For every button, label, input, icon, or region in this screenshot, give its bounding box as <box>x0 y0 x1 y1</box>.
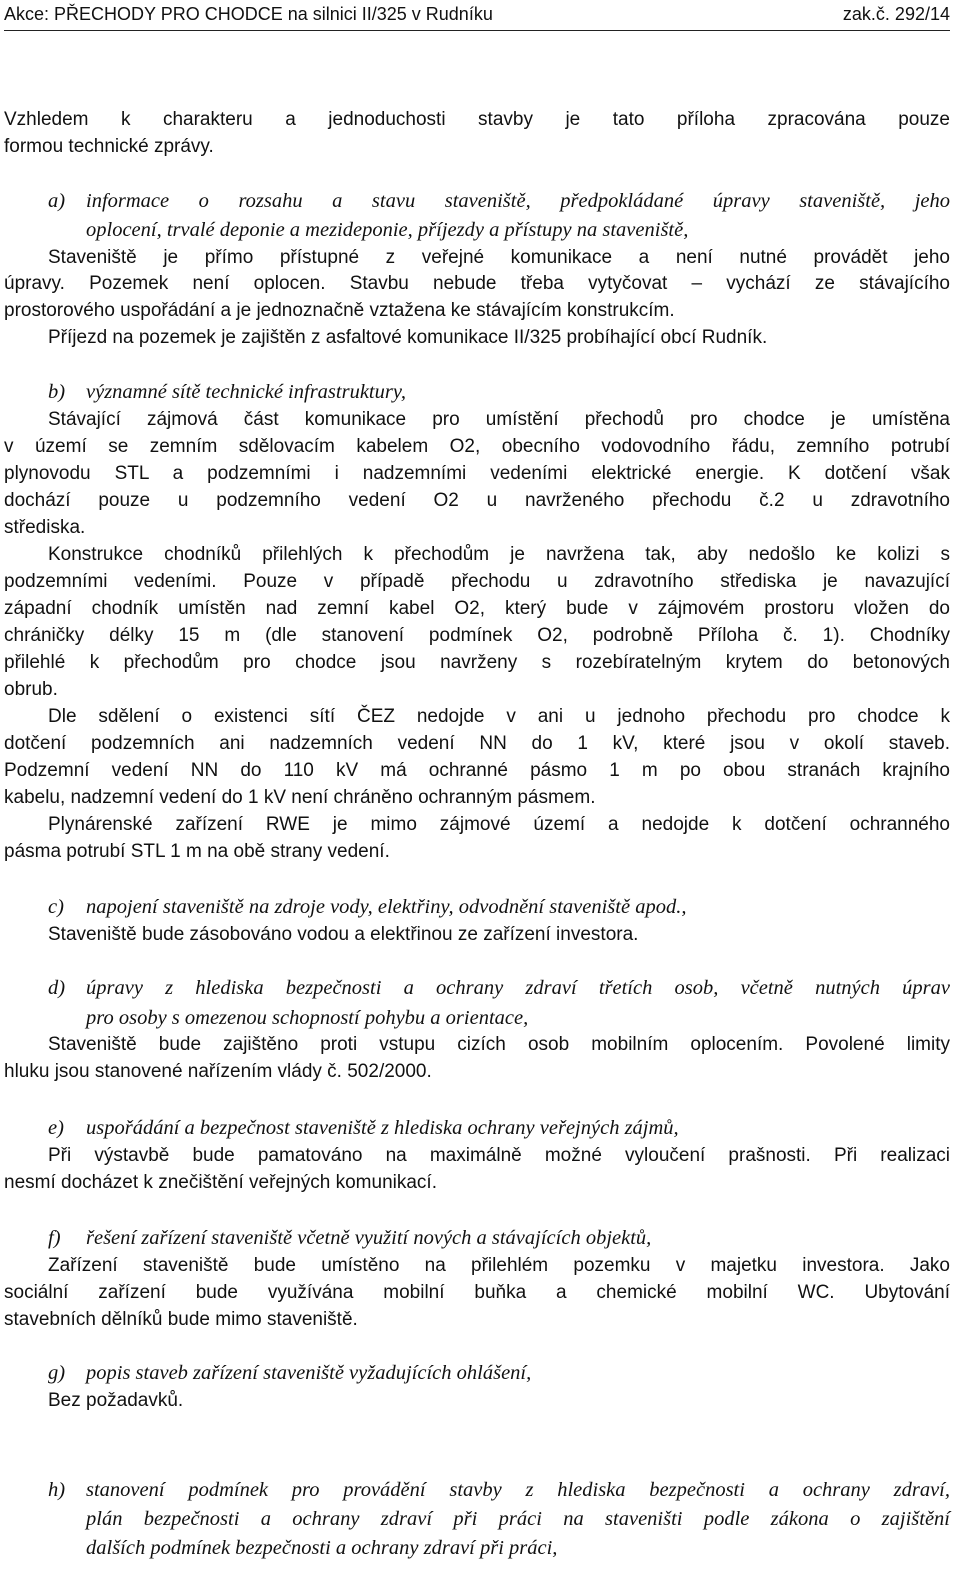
section-f-body-line: stavebních dělníků bude mimo staveniště. <box>4 1309 358 1330</box>
section-b-body-line: pásma potrubí STL 1 m na obě strany vedení. <box>4 841 390 862</box>
section-b-body-line: Konstrukce chodníků přilehlých k přechodům je navržena tak, aby nedošlo ke kolizi s <box>48 544 950 565</box>
section-d-body-line: Staveniště bude zajištěno proti vstupu cizích osob mobilním oplocením. Povolené limity <box>48 1034 950 1055</box>
header-project-title: Akce: PŘECHODY PRO CHODCE na silnici II/325 v Rudníku <box>4 4 493 24</box>
section-d-heading-line: úpravy z hlediska bezpečnosti a ochrany zdraví třetích osob, včetně nutných úprav <box>86 977 950 999</box>
section-e-heading-line: uspořádání a bezpečnost staveniště z hlediska ochrany veřejných zájmů, <box>86 1117 679 1139</box>
intro-line-2: formou technické zprávy. <box>4 136 214 157</box>
section-h-heading-cont <box>48 1505 950 1534</box>
section-a-heading-line: oplocení, trvalé deponie a mezideponie, příjezdy a přístupy na staveniště, <box>86 219 689 241</box>
section-b-body-line: podzemními vedeními. Pouze v případě přechodu u zdravotního střediska je navazující <box>4 571 950 592</box>
section-b-body-line: obrub. <box>4 679 58 700</box>
section-b-body-line: dochází pouze u podzemního vedení O2 u navrženého přechodu č.2 u zdravotního <box>4 490 950 511</box>
section-h-label: h) <box>48 1479 66 1501</box>
section-e-heading <box>48 1114 950 1143</box>
section-f-heading <box>48 1224 950 1253</box>
section-d-heading-cont <box>48 1004 950 1033</box>
section-g-label: g) <box>48 1362 66 1384</box>
section-a-body-line: úpravy. Pozemek není oplocen. Stavbu nebude třeba vytyčovat – vychází ze stávajícího <box>4 273 950 294</box>
section-e-body-line: Při výstavbě bude pamatováno na maximálně možné vyloučení prašnosti. Při realizaci <box>48 1145 950 1166</box>
section-b-body-line: dotčení podzemních ani nadzemních vedení NN do 1 kV, které jsou v okolí staveb. <box>4 733 950 754</box>
section-f-heading-line: řešení zařízení staveniště včetně využití nových a stávajících objektů, <box>86 1227 652 1249</box>
section-e-body-line: nesmí docházet k znečištění veřejných komunikací. <box>4 1172 437 1193</box>
section-b-body-line: kabelu, nadzemní vedení do 1 kV není chráněno ochranným pásmem. <box>4 787 596 808</box>
section-h-heading-line: dalších podmínek bezpečnosti a ochrany zdraví při práci, <box>86 1537 558 1559</box>
section-a-heading <box>48 187 950 216</box>
section-b-body-line: přilehlé k přechodům pro chodce jsou navrženy s rozebíratelným krytem do betonových <box>4 652 950 673</box>
section-g-heading-line: popis staveb zařízení staveniště vyžadujících ohlášení, <box>86 1362 532 1384</box>
section-f-body-line: sociální zařízení bude využívána mobilní buňka a chemické mobilní WC. Ubytování <box>4 1282 950 1303</box>
section-g-body-line: Bez požadavků. <box>48 1390 184 1411</box>
section-d-body-line: hluku jsou stanovené nařízením vlády č. 502/2000. <box>4 1061 432 1082</box>
section-a-label: a) <box>48 190 66 212</box>
section-d-label: d) <box>48 977 66 999</box>
section-b-body-line: chráničky délky 15 m (dle stanovení podmínek O2, podrobně Příloha č. 1). Chodníky <box>4 625 950 646</box>
section-c-heading-line: napojení staveniště na zdroje vody, elektřiny, odvodnění staveniště apod., <box>86 896 687 918</box>
section-b-body-line: západní chodník umístěn nad zemní kabel O2, který bude v zájmovém prostoru vložen do <box>4 598 950 619</box>
section-d-heading <box>48 974 950 1003</box>
section-b-heading-line: významné sítě technické infrastruktury, <box>86 381 406 403</box>
section-f-label: f) <box>48 1227 61 1249</box>
section-b-body-line: střediska. <box>4 517 86 538</box>
section-c-heading <box>48 893 950 922</box>
section-b-body-line: Stávající zájmová část komunikace pro umístění přechodů pro chodce je umístěna <box>48 409 950 430</box>
section-a-body-line: Příjezd na pozemek je zajištěn z asfaltové komunikace II/325 probíhající obcí Rudník. <box>48 327 768 348</box>
section-a-body-line: prostorového uspořádání a je jednoznačně vztažena ke stávajícím konstrukcím. <box>4 300 675 321</box>
section-g-heading <box>48 1359 950 1388</box>
section-b-body-line: Plynárenské zařízení RWE je mimo zájmové území a nedojde k dotčení ochranného <box>48 814 950 835</box>
section-b-heading <box>48 378 950 407</box>
section-d-heading-line: pro osoby s omezenou schopností pohybu a orientace, <box>86 1007 529 1029</box>
section-a-heading-line: informace o rozsahu a stavu staveniště, předpokládané úpravy staveniště, jeho <box>86 190 950 212</box>
page-header <box>4 0 950 31</box>
section-a-body-line: Staveniště je přímo přístupné z veřejné komunikace a není nutné provádět jeho <box>48 247 950 268</box>
section-f-body-line: Zařízení staveniště bude umístěno na přilehlém pozemku v majetku investora. Jako <box>48 1255 950 1276</box>
section-h-heading-cont <box>48 1534 950 1563</box>
section-b-body-line: plynovodu STL a podzemními i nadzemními vedeními elektrické energie. K dotčení však <box>4 463 950 484</box>
section-c-label: c) <box>48 896 64 918</box>
section-e-label: e) <box>48 1117 64 1139</box>
section-b-body-line: Podzemní vedení NN do 110 kV má ochranné pásmo 1 m po obou stranách krajního <box>4 760 950 781</box>
section-c-body-line: Staveniště bude zásobováno vodou a elektřinou ze zařízení investora. <box>48 924 639 945</box>
section-h-heading-line: plán bezpečnosti a ochrany zdraví při práci na staveništi podle zákona o zajištění <box>86 1508 950 1530</box>
section-b-body-line: Dle sdělení o existenci sítí ČEZ nedojde v ani u jednoho přechodu pro chodce k <box>48 706 950 727</box>
section-h-heading <box>48 1476 950 1505</box>
intro-line-1: Vzhledem k charakteru a jednoduchosti stavby je tato příloha zpracována pouze <box>4 109 950 130</box>
section-h-heading-line: stanovení podmínek pro provádění stavby z hlediska bezpečnosti a ochrany zdraví, <box>86 1479 950 1501</box>
section-b-label: b) <box>48 381 66 403</box>
section-b-body-line: v území se zemním sdělovacím kabelem O2, obecního vodovodního řádu, zemního potrubí <box>4 436 950 457</box>
section-a-heading-cont <box>48 216 950 245</box>
header-contract-number: zak.č. 292/14 <box>842 4 950 24</box>
